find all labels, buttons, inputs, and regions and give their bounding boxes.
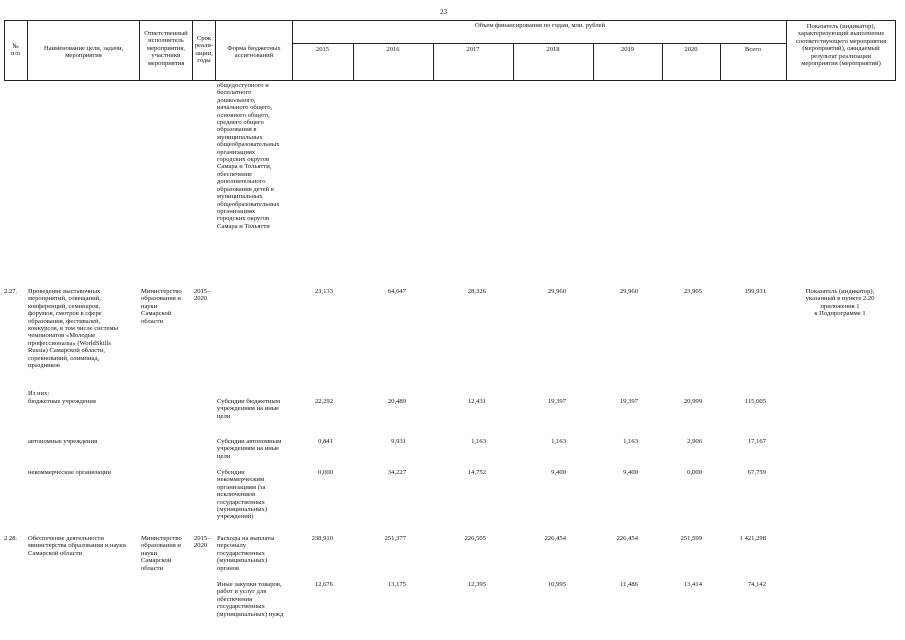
row-term: 2015– 2020 bbox=[194, 535, 211, 550]
sub-value-total: 115,005 bbox=[744, 398, 766, 405]
value-2016: 251,377 bbox=[384, 535, 406, 542]
sub-value-2018: 9,400 bbox=[551, 469, 566, 476]
row-responsible: Министерство образования и науки Самарской области bbox=[141, 288, 182, 325]
sub-value-2016: 34,227 bbox=[387, 469, 406, 476]
value2-2019: 11,486 bbox=[620, 581, 638, 588]
sub-row-form: Субсидии бюджетным учреждениям на иные цели bbox=[217, 398, 281, 420]
row-name: Обеспечение деятельности министерства образования и науки Самарской области bbox=[28, 535, 126, 557]
header-no: № п/п bbox=[11, 43, 20, 58]
value-2019: 29,960 bbox=[619, 288, 638, 295]
sub-value-2017: 14,752 bbox=[467, 469, 486, 476]
years-row-border bbox=[292, 43, 786, 44]
value-2016: 64,647 bbox=[387, 288, 406, 295]
header-form: Форма бюджетных ассигнований bbox=[227, 45, 281, 60]
header-responsible: Ответственный исполнитель мероприятия, участники мероприятия bbox=[144, 30, 188, 67]
row-form: Расходы на выплаты персоналу государственных (муниципальных) органов bbox=[217, 535, 275, 572]
year-2017: 2017 bbox=[466, 46, 480, 53]
value-2015: 238,910 bbox=[311, 535, 333, 542]
year-2016: 2016 bbox=[386, 46, 400, 53]
header-bottom-border bbox=[4, 80, 896, 81]
sub-value-2018: 1,163 bbox=[551, 438, 566, 445]
sub-value-2017: 1,163 bbox=[471, 438, 486, 445]
header-name: Наименование цели, задачи, мероприятия bbox=[43, 45, 124, 60]
value-total: 199,931 bbox=[744, 288, 766, 295]
sub-value-2018: 19,397 bbox=[547, 398, 566, 405]
row-responsible: Министерство образования и науки Самарской области bbox=[141, 535, 182, 572]
sub-value-2016: 20,489 bbox=[387, 398, 406, 405]
sub-row-name: некоммерческие организации bbox=[28, 469, 111, 476]
value2-2015: 12,676 bbox=[314, 581, 333, 588]
row-name: Проведение выставочных мероприятий, совещаний, конференций, семинаров, форумов, смотров в сфере образования, фестивалей, конкурсов, в том числе системы чемпионатов «Молодые профессионалы» (WorldSkills Russia) Самарской области, соревнований, олимпиад, праздников bbox=[28, 288, 119, 370]
header-top-border bbox=[4, 20, 896, 21]
sub-value-2020: 0,000 bbox=[687, 469, 702, 476]
year-total: Всего bbox=[744, 46, 762, 53]
value2-2020: 13,414 bbox=[683, 581, 702, 588]
year-2020: 2020 bbox=[684, 46, 698, 53]
value-2017: 226,505 bbox=[464, 535, 486, 542]
sub-value-2016: 9,931 bbox=[391, 438, 406, 445]
sub-row-name: автономные учреждения bbox=[28, 438, 98, 445]
header-indicator: Показатель (индикатор), характеризующий выполнение соответствующего мероприятия (мероприятий), ожидаемый результат реализации мероприятия (мероприятий) bbox=[795, 23, 887, 68]
value-2015: 23,133 bbox=[314, 288, 333, 295]
value-2020: 23,905 bbox=[683, 288, 702, 295]
continued-form-text: общедоступного и бесплатного дошкольного, начального общего, основного общего, среднего общего образования в муниципальных общеобразовательных организациях городских округов Самара и Тольятти, обеспечение дополнительного образования детей в муниципальных общеобразовательных организациях городских округов Самара и Тольятти bbox=[217, 82, 280, 230]
header-term: Срок реали- зации, годы bbox=[194, 35, 214, 65]
sub-row-form: Субсидии некоммерческим организациям (за исключением государственных (муниципальных) учреждений) bbox=[217, 469, 268, 521]
value-2018: 29,960 bbox=[547, 288, 566, 295]
of-them-label: Из них: bbox=[28, 390, 50, 397]
sub-value-total: 67,759 bbox=[747, 469, 766, 476]
page-number: 23 bbox=[440, 8, 447, 16]
row-number: 2.28. bbox=[4, 535, 18, 542]
row-indicator: Показатель (индикатор), указанный в пункте 2.20 приложения 1 к Подпрограмме 1 bbox=[805, 288, 875, 318]
sub-value-2020: 2,906 bbox=[687, 438, 702, 445]
value-2018: 226,454 bbox=[544, 535, 566, 542]
value-total: 1 421,298 bbox=[739, 535, 766, 542]
row-term: 2015– 2020 bbox=[194, 288, 211, 303]
sub-value-total: 17,167 bbox=[747, 438, 766, 445]
sub-value-2015: 0,000 bbox=[318, 469, 333, 476]
value2-2017: 12,395 bbox=[467, 581, 486, 588]
sub-value-2019: 19,397 bbox=[619, 398, 638, 405]
sub-value-2020: 20,999 bbox=[683, 398, 702, 405]
row-number: 2.27. bbox=[4, 288, 18, 295]
sub-value-2017: 12,431 bbox=[467, 398, 486, 405]
year-2015: 2015 bbox=[315, 46, 330, 53]
sub-row-form: Субсидии автономным учреждениям на иные цели bbox=[217, 438, 282, 460]
col-border-right bbox=[895, 20, 896, 81]
value-2020: 251,599 bbox=[680, 535, 702, 542]
sub-value-2015: 22,292 bbox=[314, 398, 333, 405]
value2-2018: 10,995 bbox=[547, 581, 566, 588]
value-2019: 226,454 bbox=[616, 535, 638, 542]
year-2018: 2018 bbox=[546, 46, 560, 53]
value2-total: 74,142 bbox=[747, 581, 766, 588]
row-form-2: Иные закупки товаров, работ и услуг для обеспечения государственных (муниципальных) нужд bbox=[217, 581, 284, 618]
header-funding: Объем финансирования по годам, млн. рублей bbox=[474, 22, 606, 29]
sub-value-2015: 0,841 bbox=[318, 438, 333, 445]
sub-value-2019: 1,163 bbox=[623, 438, 638, 445]
sub-value-2019: 9,400 bbox=[623, 469, 638, 476]
sub-row-name: бюджетные учреждения bbox=[28, 398, 96, 405]
year-2019: 2019 bbox=[620, 46, 635, 53]
value-2017: 28,326 bbox=[467, 288, 486, 295]
value2-2016: 13,175 bbox=[387, 581, 406, 588]
